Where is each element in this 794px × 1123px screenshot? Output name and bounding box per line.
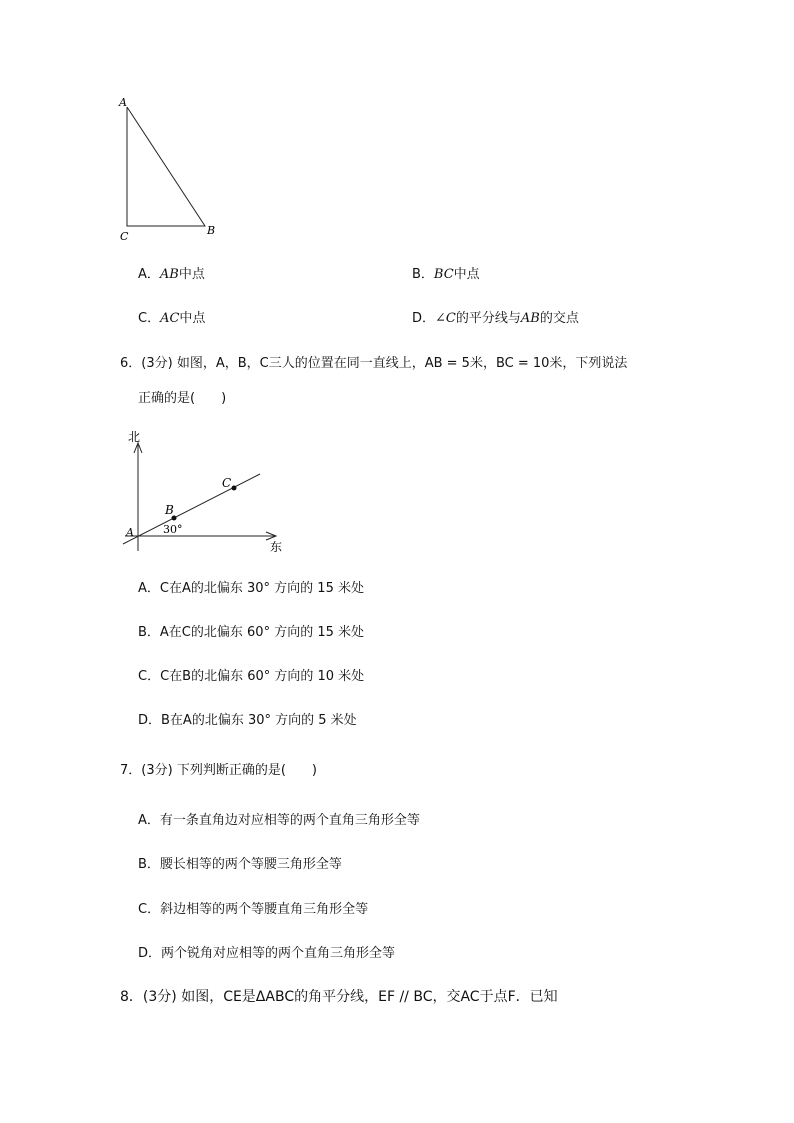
q7-option-a[interactable]: A．有一条直角边对应相等的两个直角三角形全等 — [138, 813, 420, 828]
option-var: BC — [433, 267, 454, 282]
label-c: C — [222, 476, 232, 490]
label-a: A — [119, 96, 127, 109]
option-var: AB — [159, 267, 179, 282]
label-b: B — [207, 224, 216, 237]
east-label: 东 — [270, 540, 283, 554]
option-text: 中点 — [453, 267, 480, 282]
q5-option-b[interactable] — [412, 263, 480, 282]
label-c: C — [120, 230, 129, 242]
label-a: A — [126, 526, 134, 539]
angle-label: 30° — [163, 523, 183, 536]
triangle-figure — [110, 92, 230, 242]
q5-option-a[interactable] — [138, 263, 205, 282]
q6-option-c[interactable]: C．C在B的北偏东 60° 方向的 10 米处 — [138, 669, 365, 684]
q5-option-d[interactable] — [412, 307, 579, 326]
option-prefix: C． — [138, 311, 161, 326]
option-var: AB — [520, 311, 540, 326]
option-prefix: B． — [412, 267, 434, 282]
option-text: 中点 — [178, 267, 205, 282]
option-text: 的平分线与 — [455, 311, 521, 326]
option-text: 中点 — [179, 311, 206, 326]
q7-option-b[interactable]: B．腰长相等的两个等腰三角形全等 — [138, 857, 342, 872]
option-angle: ∠C — [435, 311, 456, 326]
triangle-outline — [127, 107, 205, 226]
q6-option-d[interactable]: D．B在A的北偏东 30° 方向的 5 米处 — [138, 713, 357, 728]
option-prefix: D． — [412, 311, 436, 326]
direction-figure — [115, 425, 295, 555]
q6-stem-line1: 6．(3分) 如图，A，B，C三人的位置在同一直线上，AB = 5米，BC = 10米，下列说法 — [120, 356, 628, 371]
option-var: AC — [160, 311, 180, 326]
q6-stem-line2: 正确的是( ) — [138, 391, 227, 406]
option-prefix: A． — [138, 267, 160, 282]
q6-option-a[interactable]: A．C在A的北偏东 30° 方向的 15 米处 — [138, 581, 364, 596]
q5-option-c[interactable] — [138, 307, 205, 326]
option-text: 的交点 — [539, 311, 579, 326]
q7-option-d[interactable]: D．两个锐角对应相等的两个直角三角形全等 — [138, 946, 396, 961]
q8-stem: 8．(3分) 如图，CE是ΔABC的角平分线，EF // BC，交AC于点F．已知 — [120, 989, 558, 1005]
point-c — [232, 486, 237, 491]
q6-option-b[interactable]: B．A在C的北偏东 60° 方向的 15 米处 — [138, 625, 365, 640]
north-label: 北 — [128, 430, 141, 444]
q7-stem: 7．(3分) 下列判断正确的是( ) — [120, 763, 317, 778]
q7-option-c[interactable]: C．斜边相等的两个等腰直角三角形全等 — [138, 902, 369, 917]
label-b: B — [165, 503, 174, 517]
abc-line — [123, 474, 260, 544]
